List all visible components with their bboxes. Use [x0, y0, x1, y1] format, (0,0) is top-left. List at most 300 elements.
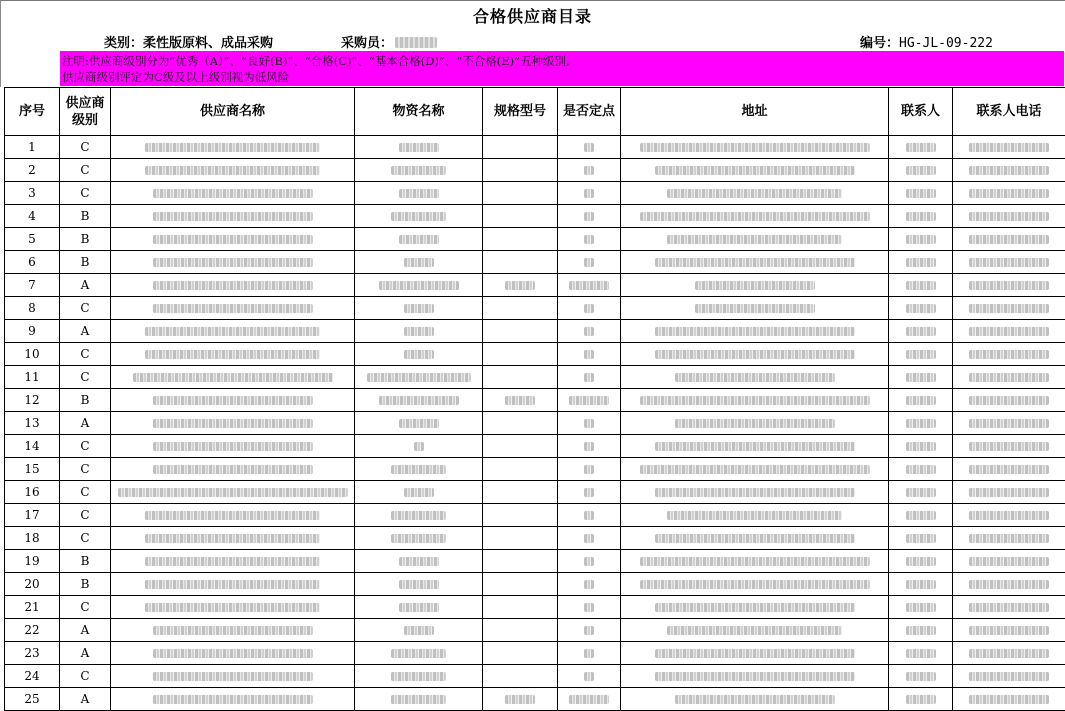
redacted-text [640, 557, 870, 566]
cell-grade: B [60, 251, 111, 274]
cell-address [621, 688, 889, 711]
redacted-text [391, 695, 446, 704]
cell-address [621, 458, 889, 481]
cell-designated [558, 688, 621, 711]
redacted-text [695, 281, 815, 290]
cell-spec [483, 251, 558, 274]
cell-contact [889, 228, 953, 251]
table-row [5, 159, 1065, 182]
redacted-text [153, 235, 313, 244]
cell-phone [953, 136, 1065, 159]
cell-spec [483, 228, 558, 251]
cell-phone [953, 228, 1065, 251]
cell-designated [558, 596, 621, 619]
cell-material [355, 596, 483, 619]
cell-phone [953, 389, 1065, 412]
cell-address [621, 343, 889, 366]
redacted-text [505, 695, 535, 704]
cell-address [621, 366, 889, 389]
redacted-text [569, 281, 609, 290]
cell-contact [889, 550, 953, 573]
redacted-text [906, 235, 936, 244]
redacted-text [145, 580, 320, 589]
redacted-text [584, 534, 594, 543]
cell-grade: C [60, 343, 111, 366]
redacted-text [640, 465, 870, 474]
cell-contact [889, 412, 953, 435]
redacted-text [153, 396, 313, 405]
cell-grade: C [60, 665, 111, 688]
cell-contact [889, 435, 953, 458]
redacted-text [640, 396, 870, 405]
cell-no: 15 [5, 458, 60, 481]
cell-material [355, 435, 483, 458]
redacted-text [153, 189, 313, 198]
redacted-text [667, 235, 842, 244]
cell-phone [953, 458, 1065, 481]
cell-spec [483, 343, 558, 366]
redacted-text [584, 350, 594, 359]
cell-contact [889, 366, 953, 389]
cell-spec [483, 527, 558, 550]
cell-no: 4 [5, 205, 60, 228]
cell-phone [953, 527, 1065, 550]
cell-contact [889, 688, 953, 711]
table-header-row [5, 88, 1065, 136]
cell-material [355, 159, 483, 182]
cell-spec [483, 435, 558, 458]
redacted-text [584, 626, 594, 635]
redacted-text [584, 557, 594, 566]
cell-supplier-name [111, 619, 355, 642]
cell-supplier-name [111, 665, 355, 688]
table-row [5, 573, 1065, 596]
redacted-text [969, 557, 1049, 566]
cell-designated [558, 642, 621, 665]
cell-contact [889, 136, 953, 159]
cell-address [621, 205, 889, 228]
redacted-text [655, 327, 855, 336]
redacted-text [584, 649, 594, 658]
cell-grade: C [60, 366, 111, 389]
redacted-text [906, 534, 936, 543]
table-row [5, 665, 1065, 688]
cell-grade: C [60, 159, 111, 182]
cell-grade: B [60, 573, 111, 596]
cell-phone [953, 688, 1065, 711]
cell-supplier-name [111, 688, 355, 711]
redacted-text [399, 580, 439, 589]
redacted-text [399, 143, 439, 152]
redacted-text [404, 304, 434, 313]
redacted-text [569, 695, 609, 704]
cell-address [621, 642, 889, 665]
redacted-text [906, 511, 936, 520]
cell-no: 3 [5, 182, 60, 205]
redacted-text [399, 419, 439, 428]
document-code-label: 编号： [860, 36, 899, 51]
cell-material [355, 320, 483, 343]
redacted-text [153, 626, 313, 635]
redacted-text [404, 327, 434, 336]
redacted-text [667, 626, 842, 635]
cell-material [355, 343, 483, 366]
cell-grade: A [60, 412, 111, 435]
cell-spec [483, 665, 558, 688]
supplier-table [4, 87, 1065, 711]
cell-address [621, 550, 889, 573]
cell-contact [889, 343, 953, 366]
table-row [5, 412, 1065, 435]
redacted-text [584, 235, 594, 244]
redacted-text [906, 626, 936, 635]
cell-address [621, 573, 889, 596]
redacted-text [153, 442, 313, 451]
redacted-text [969, 189, 1049, 198]
cell-contact [889, 527, 953, 550]
cell-designated [558, 251, 621, 274]
redacted-text [379, 396, 459, 405]
redacted-text [584, 511, 594, 520]
cell-designated [558, 205, 621, 228]
cell-no: 12 [5, 389, 60, 412]
cell-supplier-name [111, 481, 355, 504]
cell-contact [889, 320, 953, 343]
table-row [5, 136, 1065, 159]
cell-supplier-name [111, 136, 355, 159]
redacted-text [969, 511, 1049, 520]
cell-grade: C [60, 527, 111, 550]
redacted-text [969, 603, 1049, 612]
cell-spec [483, 642, 558, 665]
cell-phone [953, 251, 1065, 274]
header-cell: 规格型号 [483, 88, 558, 136]
redacted-text [379, 281, 459, 290]
cell-designated [558, 297, 621, 320]
cell-no: 5 [5, 228, 60, 251]
cell-phone [953, 504, 1065, 527]
redacted-text [906, 672, 936, 681]
table-row [5, 205, 1065, 228]
cell-spec [483, 573, 558, 596]
header-cell: 联系人 [889, 88, 953, 136]
redacted-text [584, 166, 594, 175]
redacted-text [145, 143, 320, 152]
cell-phone [953, 412, 1065, 435]
redacted-text [906, 189, 936, 198]
cell-spec [483, 412, 558, 435]
cell-material [355, 297, 483, 320]
cell-material [355, 550, 483, 573]
redacted-text [153, 465, 313, 474]
table-row [5, 458, 1065, 481]
cell-grade: C [60, 182, 111, 205]
cell-grade: C [60, 435, 111, 458]
redacted-text [969, 166, 1049, 175]
cell-supplier-name [111, 274, 355, 297]
redacted-text [145, 511, 320, 520]
cell-contact [889, 297, 953, 320]
cell-phone [953, 619, 1065, 642]
cell-material [355, 573, 483, 596]
buyer-label: 采购员： [341, 36, 393, 51]
cell-no: 24 [5, 665, 60, 688]
cell-designated [558, 550, 621, 573]
category-label: 类别：柔性版原料、成品采购 [104, 32, 273, 51]
redacted-text [404, 488, 434, 497]
cell-material [355, 458, 483, 481]
redacted-text [969, 649, 1049, 658]
cell-address [621, 159, 889, 182]
cell-address [621, 228, 889, 251]
redacted-text [584, 258, 594, 267]
redacted-text [584, 603, 594, 612]
cell-contact [889, 389, 953, 412]
redacted-text [118, 488, 348, 497]
cell-address [621, 619, 889, 642]
redacted-text [404, 350, 434, 359]
cell-no: 23 [5, 642, 60, 665]
cell-supplier-name [111, 366, 355, 389]
cell-grade: A [60, 320, 111, 343]
redacted-text [969, 212, 1049, 221]
cell-address [621, 665, 889, 688]
cell-contact [889, 504, 953, 527]
cell-spec [483, 688, 558, 711]
redacted-text [906, 166, 936, 175]
redacted-text [399, 235, 439, 244]
table-row [5, 527, 1065, 550]
table-row [5, 642, 1065, 665]
cell-designated [558, 481, 621, 504]
cell-designated [558, 274, 621, 297]
redacted-text [655, 649, 855, 658]
header-cell: 物资名称 [355, 88, 483, 136]
redacted-text [584, 304, 594, 313]
cell-supplier-name [111, 182, 355, 205]
cell-grade: A [60, 619, 111, 642]
cell-address [621, 435, 889, 458]
redacted-text [399, 189, 439, 198]
cell-material [355, 481, 483, 504]
cell-no: 14 [5, 435, 60, 458]
table-row [5, 251, 1065, 274]
cell-phone [953, 573, 1065, 596]
cell-contact [889, 159, 953, 182]
cell-spec [483, 504, 558, 527]
redacted-text [640, 580, 870, 589]
cell-designated [558, 343, 621, 366]
cell-no: 19 [5, 550, 60, 573]
cell-phone [953, 366, 1065, 389]
header-cell: 地址 [621, 88, 889, 136]
cell-designated [558, 665, 621, 688]
redacted-text [655, 534, 855, 543]
redacted-text [505, 396, 535, 405]
cell-grade: C [60, 458, 111, 481]
cell-supplier-name [111, 642, 355, 665]
redacted-text [399, 603, 439, 612]
redacted-text [584, 488, 594, 497]
cell-contact [889, 619, 953, 642]
cell-material [355, 251, 483, 274]
cell-phone [953, 596, 1065, 619]
redacted-text [906, 212, 936, 221]
redacted-text [906, 580, 936, 589]
redacted-text [906, 327, 936, 336]
cell-designated [558, 527, 621, 550]
cell-no: 10 [5, 343, 60, 366]
cell-phone [953, 182, 1065, 205]
header-cell: 供应商名称 [111, 88, 355, 136]
table-row [5, 366, 1065, 389]
table-row [5, 504, 1065, 527]
redacted-text [906, 488, 936, 497]
grade-note [60, 51, 1064, 86]
redacted-text [906, 442, 936, 451]
redacted-text [969, 488, 1049, 497]
cell-phone [953, 159, 1065, 182]
table-row [5, 435, 1065, 458]
cell-no: 11 [5, 366, 60, 389]
header-cell: 序号 [5, 88, 60, 136]
cell-spec [483, 205, 558, 228]
cell-supplier-name [111, 550, 355, 573]
redacted-text [655, 488, 855, 497]
cell-phone [953, 205, 1065, 228]
table-row [5, 596, 1065, 619]
cell-contact [889, 182, 953, 205]
cell-phone [953, 550, 1065, 573]
header-cell: 是否定点 [558, 88, 621, 136]
cell-no: 18 [5, 527, 60, 550]
cell-designated [558, 366, 621, 389]
redacted-text [906, 649, 936, 658]
cell-grade: C [60, 297, 111, 320]
table-row [5, 688, 1065, 711]
cell-contact [889, 205, 953, 228]
cell-designated [558, 504, 621, 527]
cell-material [355, 228, 483, 251]
redacted-text [404, 258, 434, 267]
redacted-text [391, 649, 446, 658]
redacted-text [145, 350, 320, 359]
cell-no: 25 [5, 688, 60, 711]
cell-address [621, 527, 889, 550]
grade-note-line-1: 注明:供应商级别分为“优秀（A）”、“良好(B)”、“合格(C)”、“基本合格(D)”、“不合格(E)”五种级别, [62, 53, 1064, 69]
redacted-text [969, 419, 1049, 428]
cell-supplier-name [111, 596, 355, 619]
cell-phone [953, 481, 1065, 504]
header-grade-text: 供应商 级别 [65, 96, 104, 128]
redacted-text [969, 281, 1049, 290]
cell-spec [483, 481, 558, 504]
cell-no: 16 [5, 481, 60, 504]
page-title: 合格供应商目录 [0, 4, 1065, 27]
redacted-text [667, 511, 842, 520]
redacted-text [391, 212, 446, 221]
redacted-text [153, 672, 313, 681]
redacted-text [906, 350, 936, 359]
redacted-text [675, 419, 835, 428]
cell-contact [889, 665, 953, 688]
redacted-text [153, 695, 313, 704]
redacted-text [145, 557, 320, 566]
redacted-text [153, 258, 313, 267]
cell-no: 20 [5, 573, 60, 596]
cell-address [621, 481, 889, 504]
cell-contact [889, 481, 953, 504]
cell-material [355, 389, 483, 412]
cell-supplier-name [111, 412, 355, 435]
table-body [5, 136, 1065, 711]
cell-grade: A [60, 642, 111, 665]
redacted-text [655, 603, 855, 612]
redacted-text [675, 695, 835, 704]
cell-material [355, 366, 483, 389]
cell-grade: B [60, 228, 111, 251]
cell-no: 1 [5, 136, 60, 159]
cell-supplier-name [111, 504, 355, 527]
redacted-text [969, 626, 1049, 635]
cell-supplier-name [111, 228, 355, 251]
cell-designated [558, 619, 621, 642]
cell-spec [483, 136, 558, 159]
redacted-text [584, 143, 594, 152]
redacted-text [969, 350, 1049, 359]
table-row [5, 550, 1065, 573]
cell-supplier-name [111, 159, 355, 182]
redacted-text [969, 258, 1049, 267]
header-cell: 联系人电话 [953, 88, 1065, 136]
redacted-text [969, 534, 1049, 543]
redacted-text [153, 419, 313, 428]
cell-address [621, 412, 889, 435]
redacted-text [969, 442, 1049, 451]
table-row [5, 297, 1065, 320]
redacted-text [584, 419, 594, 428]
cell-grade: C [60, 504, 111, 527]
redacted-text [906, 258, 936, 267]
cell-phone [953, 435, 1065, 458]
redacted-text [655, 442, 855, 451]
cell-material [355, 274, 483, 297]
cell-supplier-name [111, 458, 355, 481]
cell-address [621, 182, 889, 205]
cell-material [355, 642, 483, 665]
cell-supplier-name [111, 251, 355, 274]
cell-supplier-name [111, 343, 355, 366]
cell-grade: B [60, 205, 111, 228]
redacted-text [906, 603, 936, 612]
redacted-text [584, 442, 594, 451]
cell-spec [483, 159, 558, 182]
cell-spec [483, 458, 558, 481]
redacted-text [675, 373, 835, 382]
cell-spec [483, 366, 558, 389]
cell-no: 13 [5, 412, 60, 435]
table-row [5, 274, 1065, 297]
cell-designated [558, 458, 621, 481]
redacted-text [584, 672, 594, 681]
redacted-text [640, 212, 870, 221]
header-cell [60, 88, 111, 136]
redacted-text [969, 304, 1049, 313]
cell-no: 2 [5, 159, 60, 182]
cell-designated [558, 159, 621, 182]
cell-material [355, 665, 483, 688]
cell-spec [483, 550, 558, 573]
